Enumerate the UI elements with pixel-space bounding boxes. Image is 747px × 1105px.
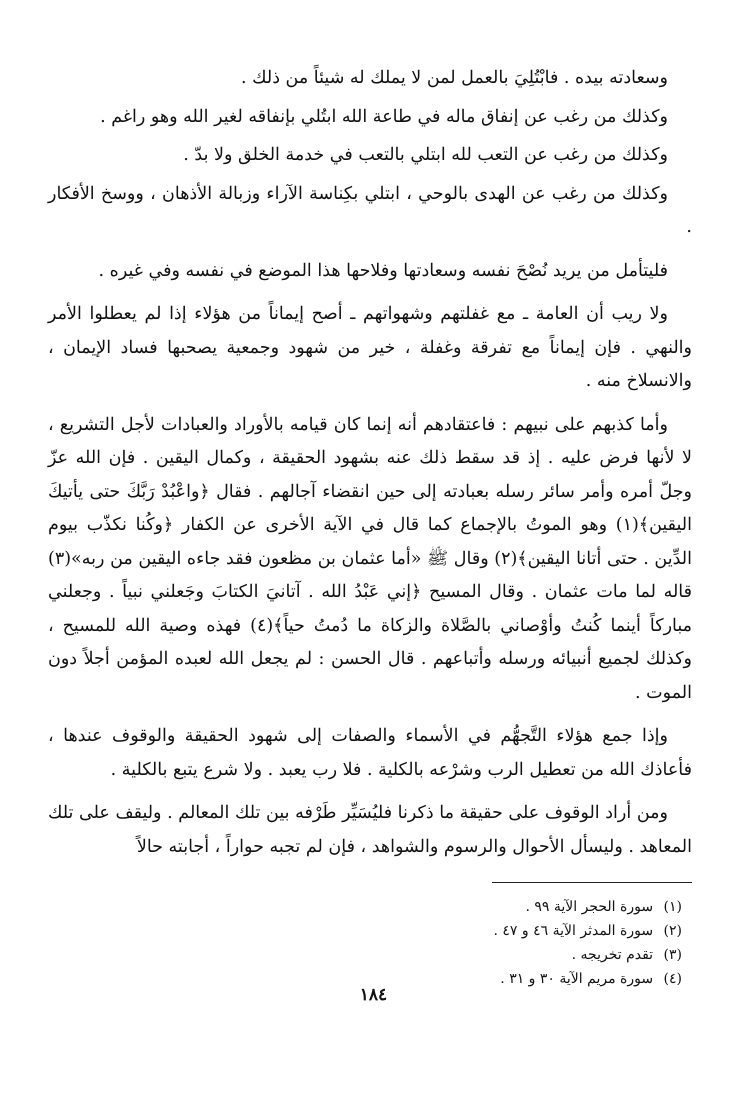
paragraph-4: وكذلك من رغب عن الهدى بالوحي ، ابتلي بكِناسة الآراء وزبالة الأذهان ، ووسخ الأفكار . (48, 183, 692, 237)
footnote-text: سورة مريم الآية ٣٠ و ٣١ . (500, 971, 654, 987)
footnote-number: (١) (663, 899, 682, 915)
body-text (48, 62, 692, 864)
paragraph-7: وأما كذبهم على نبيهم : فاعتقادهم أنه إنما كان قيامه بالأوراد والعبادات لأجل التشريع ، لا لأنها فرض عليه . إذ قد سقط ذلك عنه بشهود الحقيقة ، وكمال اليقين . فإن الله عزّ وجلّ أمره وأمر سائر رسله بعبادته إلى حين انقضاء آجالهم . فقال ﴿واعْبُدْ رَبَّكَ حتى يأتيكَ اليقين﴾(١) وهو الموتُ بالإجماع كما قال في الآية الأخرى عن الكفار ﴿وكُنا نكذّب بيوم الدِّين . حتى أتانا اليقين﴾(٢) وقال ﷺ «أما عثمان بن مظعون فقد جاءه اليقين من ربه»(٣) قاله لما مات عثمان . وقال المسيح ﴿إني عَبْدُ الله . آتانيَ الكتابَ وجَعلني نبياً . وجعلني مباركاً أينما كُنتُ وأوْصاني بالصَّلاة والزكاة ما دُمتُ حياً﴾(٤) فهذه وصية الله للمسيح ، وكذلك لجميع أنبيائه ورسله وأتباعهم . قال الحسن : لم يجعل الله لعبده المؤمن أجلاً دون الموت . (48, 414, 693, 703)
footnote-divider (492, 882, 692, 883)
footnote-number: (٣) (663, 947, 682, 963)
footnotes (48, 895, 692, 991)
paragraph-8: وإذا جمع هؤلاء التَّجهُّم في الأسماء والصفات إلى شهود الحقيقة والوقوف عندها ، فأعاذك الله من تعطيل الرب وشرْعه بالكلية . فلا رب يعبد . ولا شرع يتبع بالكلية . (48, 726, 692, 780)
paragraph-3: وكذلك من رغب عن التعب لله ابتلي بالتعب في خدمة الخلق ولا بدّ . (183, 145, 668, 165)
footnote-text: سورة المدثر الآية ٤٦ و ٤٧ . (493, 923, 654, 939)
paragraph-6: ولا ريب أن العامة ـ مع غفلتهم وشهواتهم ـ أصح إيماناً من هؤلاء إذا لم يعطلوا الأمر والنهي . فإن إيماناً مع تفرقة وغفلة ، خير من شهود وجمعية يصحبها فساد الإيمان ، والانسلاخ منه . (48, 304, 692, 391)
footnote-2 (48, 919, 682, 943)
footnote-text: تقدم تخريجه . (571, 947, 654, 963)
paragraph-9: ومن أراد الوقوف على حقيقة ما ذكرنا فليُسَيِّر طَرْفه بين تلك المعالم . وليقف على تلك المعاهد . وليسأل الأحوال والرسوم والشواهد ، فإن لم تجبه حواراً ، أجابته حالاً (48, 803, 692, 857)
paragraph-2: وكذلك من رغب عن إنفاق ماله في طاعة الله ابتُلي بإنفاقه لغير الله وهو راغم . (100, 106, 668, 127)
footnote-1 (48, 895, 682, 919)
footnote-number: (٤) (663, 971, 682, 987)
footnote-text: سورة الحجر الآية ٩٩ . (525, 899, 654, 915)
page-number: ١٨٤ (359, 985, 388, 1005)
footnote-3 (48, 943, 682, 967)
footnote-number: (٢) (663, 923, 682, 939)
paragraph-1: وسعادته بيده . فابْتُلِيَ بالعمل لمن لا يملك له شيئاً من ذلك . (240, 68, 668, 88)
paragraph-5: فليتأمل من يريد نُصْحَ نفسه وسعادتها وفلاحها هذا الموضع في نفسه وفي غيره . (98, 260, 668, 281)
